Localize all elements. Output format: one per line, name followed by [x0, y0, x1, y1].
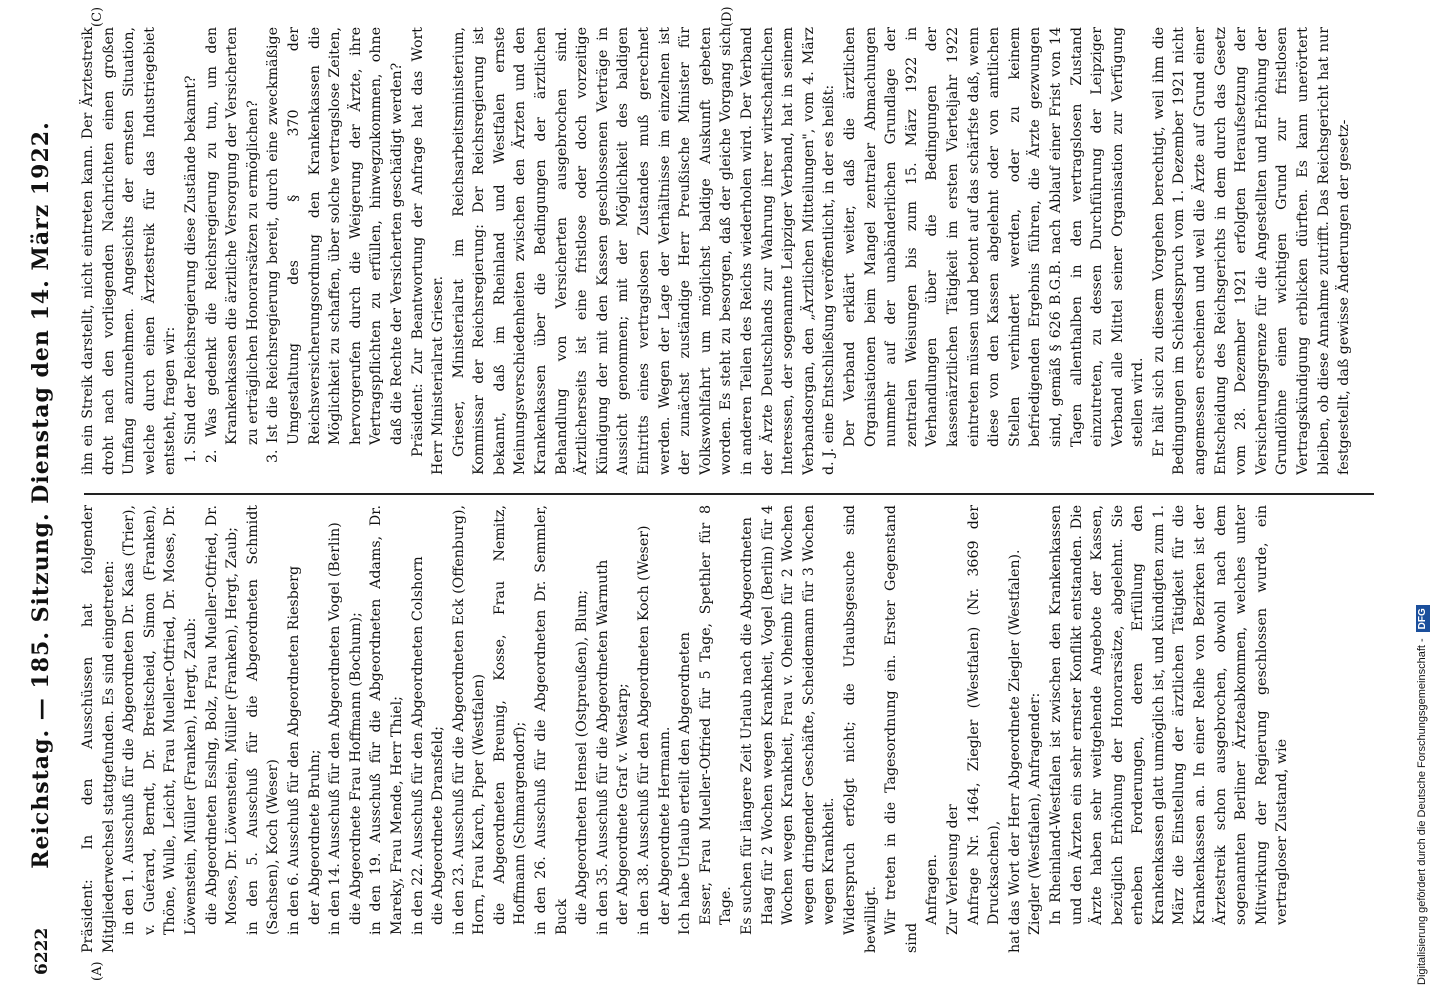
paragraph: die Abgeordneten Esslng, Bolz, Frau Mueller-Otfried, Dr. Moses, Dr. Löwenstein, Müller (Franken), Hergt, Zaub;	[203, 505, 241, 925]
paragraph: Es suchen für längere Zeit Urlaub nach die Abgeordneten	[739, 517, 755, 935]
paragraph: 2. Was gedenkt die Reichsregierung zu tun, um den Krankenkassen die ärztliche Versorgung der Versicherten zu erträglichen Honorarsätzen zu ermöglichen?	[203, 27, 261, 463]
paragraph: der Abgeordnete Hermann.	[656, 726, 673, 925]
paragraph: In Rheinland-Westfalen ist zwischen den Krankenkassen und den Ärzten ein sehr ernster Konflikt entstanden. Die Ärzte haben sehr weitgehende Angebote der Kassen, bezüglich Erhöhung der Honorarsätze, abgelehnt. Sie erheben Forderungen, deren Erfüllung den Krankenkassen glatt unmöglich ist, und kündigten zum 1. März die Einstellung der ärztlichen Tätigkeit für die Krankenkassen an. In einer Reihe von Bezirken ist der Ärztestreik schon ausgebrochen, obwohl nach dem sogenannten Berliner Ärzteabkommen, welches unter Mitwirkung der Regierung geschlossen wurde, ein vertragloser Zustand, wie	[1047, 505, 1291, 925]
paragraph: Präsident: Zur Beantwortung der Anfrage hat das Wort Herr Ministerialrat Grieser.	[409, 27, 447, 475]
paragraph: Anfrage Nr. 1464, Ziegler (Westfalen) (Nr. 3669 der Drucksachen),	[965, 505, 1003, 925]
paragraph: Esser, Frau Mueller-Otfried für 5 Tage, Spethler für 8 Tage.	[697, 505, 735, 925]
paragraph: Grieser, Ministerialrat im Reichsarbeitsministerium, Kommissar der Reichsregierung: Der Reichsregierung ist bekannt, daß im Rheinland und Westfalen ernste Meinungsverschiedenheiten zwischen den Ärzten und den Krankenkassen über die Bedingungen der ärztlichen Behandlung von Versicherten ausgebrochen sind. Ärztlicherseits ist eine fristlose oder doch vorzeitige Kündigung der mit den Kassen geschlossenen Verträge in Aussicht genommen; mit der Möglichkeit des baldigen Eintritts eines vertragslosen Zustandes muß gerechnet werden. Wegen der Lage der Verhältnisse im einzelnen ist der zunächst zuständige Herr Preußische Minister für Volkswohlfahrt um möglichst baldige Auskunft gebeten worden. Es steht zu besorgen, daß der gleiche Vorgang sich in anderen Teilen des Reichs wiederholen wird. Der Verband der Ärzte Deutschlands zur Wahrung ihrer wirtschaftlichen Interessen, der sogenannte Leipziger Verband, hat in seinem Verbandsorgan, den „Ärztlichen Mitteilungen", vom 4. März d. J. eine Entschließung veröffentlicht, in der es heißt:	[450, 27, 838, 475]
left-text-column	[78, 505, 1378, 953]
paragraph: Er hält sich zu diesem Vorgehen berechtigt, weil ihm die Bedingungen im Schiedsspruch vom 1. Dezember 1921 nicht angemessen erscheinen und weil die Ärzte auf Grund einer Entscheidung des Reichsgerichts in dem durch das Gesetz vom 28. Dezember 1921 erfolgten Heraufsetzung der Versicherungsgrenze für die Angestellten und Erhöhung der Grundlöhne einen wichtigen Grund zur fristlosen Vertragskündigung erblicken dürften. Es kann unerörtert bleiben, ob diese Annahme zutrifft. Das Reichsgericht hat nur festgestellt, daß gewisse Änderungen der gesetz-	[1150, 27, 1353, 475]
margin-mark-c: (C)	[90, 6, 105, 27]
paragraph: in den 22. Ausschuß für den Abgeordneten Colshorn	[409, 556, 426, 935]
paragraph: 1. Sind der Reichsregierung diese Zustände bekannt?	[182, 75, 199, 463]
paragraph: 3. Ist die Reichsregierung bereit, durch eine zweckmäßige Umgestaltung des § 370 der Reichsversicherungsordnung den Krankenkassen die Möglichkeit zu schaffen, über solche vertragslose Zeiten, hervorgerufen durch die Weigerung der Ärzte, ihre Vertragspflichten zu erfüllen, hinwegzukommen, ohne daß die Rechte der Versicherten geschädigt werden?	[265, 27, 405, 463]
paragraph: in den 5. Ausschuß für die Abgeordneten Schmidt (Sachsen), Koch (Weser)	[244, 505, 282, 935]
paragraph: in den 23. Ausschuß für die Abgeordneten Eck (Offenburg), Horn, Frau Karch, Piper (Westfalen)	[450, 505, 488, 935]
paragraph: in den 19. Ausschuß für die Abgeordneten Adams, Dr. Mareky, Frau Mende, Herr Thiel;	[368, 505, 405, 935]
margin-mark-d: (D)	[720, 6, 735, 27]
paragraph: Wir treten in die Tagesordnung ein. Erster Gegenstand sind	[883, 505, 920, 953]
paragraph: hat das Wort der Herr Abgeordnete Ziegler (Westfalen).	[1006, 549, 1023, 953]
column-divider	[84, 493, 1374, 495]
paragraph: Widerspruch erfolgt nicht; die Urlaubsgesuche sind bewilligt.	[841, 505, 879, 953]
paragraph: in den 1. Ausschuß für die Abgeordneten Dr. Kaas (Trier), v. Guérard, Berndt, Dr. Breitscheid, Simon (Franken), Thöne, Wulle, Leicht, Frau Mueller-Otfried, Dr. Moses, Dr. Löwenstein, Müller (Franken), Hergt, Zaub:	[121, 505, 199, 935]
paragraph: ihn ein Streik darstellt, nicht eintreten kann. Der Ärztestreik droht nach den vorliegenden Nachrichten einen großen Umfang anzunehmen. Angesichts der ernsten Situation, welche durch einen Ärztestreik für das Industriegebiet entsteht, fragen wir:	[80, 27, 179, 475]
page-number: 6222	[32, 927, 52, 975]
paragraph: Zur Verlesung der	[944, 804, 961, 935]
paragraph: Ich habe Urlaub erteilt den Abgeordneten	[677, 632, 694, 935]
right-text-column	[78, 27, 1378, 475]
paragraph: die Abgeordneten Hensel (Ostpreußen), Blum;	[574, 589, 591, 925]
digitization-footer	[1410, 10, 1430, 990]
paragraph: die Abgeordnete Dransfeld;	[430, 726, 447, 925]
paragraph: die Abgeordneten Breunig, Kosse, Frau Nemitz, Hoffmann (Schmargendorf);	[491, 505, 529, 925]
paragraph: die Abgeordnete Frau Hoffmann (Bochum);	[347, 612, 364, 925]
paragraph: Der Verband erklärt weiter, daß die ärztlichen Organisationen beim Mangel zentraler Abmachungen nunmehr auf der unabänderlichen Grundlage der zentralen Weisungen bis zum 15. März 1922 in Verhandlungen über die Bedingungen der kassenärztlichen Tätigkeit im ersten Vierteljahr 1922 eintreten müssen und betont auf das schärfste daß, wenn diese von den Kassen abgelehnt oder von amtlichen Stellen verhindert werden, oder zu keinem befriedigenden Ergebnis führen, die Ärzte gezwungen sind, gemäß § 626 B.G.B. nach Ablauf einer Frist von 14 Tagen allenthalben in den vertragslosen Zustand einzutreten, zu dessen Durchführung der Leipziger Verband alle Mittel seiner Organisation zur Verfügung stellen wird.	[841, 27, 1147, 447]
page-header	[20, 15, 66, 975]
rotated-page	[20, 6, 1400, 981]
paragraph: in den 38. Ausschuß für den Abgeordneten Koch (Weser)	[636, 525, 653, 935]
paragraph: in den 14. Ausschuß für den Abgeordneten Vogel (Berlin)	[327, 522, 344, 935]
paragraph: Anfragen.	[924, 854, 941, 925]
paragraph: in den 35. Ausschuß für die Abgeordneten Warmuth	[594, 559, 611, 935]
paragraph: Ziegler (Westfalen), Anfragender:	[1027, 692, 1044, 935]
paragraph: der Abgeordnete Graf v. Westarp;	[615, 683, 632, 925]
dfg-logo: DFG	[1416, 605, 1430, 632]
paragraph: Haag für 2 Wochen wegen Krankheit, Vogel (Berlin) für 4 Wochen wegen Krankheit, Frau v. Oheimb für 2 Wochen wegen dringender Geschäfte, Scheidemann für 3 Wochen wegen Krankheit.	[759, 505, 838, 925]
page-title: Reichstag. — 185. Sitzung. Dienstag den 14. März 1922.	[28, 121, 54, 869]
footer-text: Digitalisierung gefördert durch die Deutsche Forschungsgemeinschaft -	[1416, 638, 1428, 985]
paragraph: der Abgeordnete Bruhn;	[306, 749, 323, 925]
margin-mark-a: (A)	[90, 961, 105, 981]
paragraph: Präsident: In den Ausschüssen hat folgender Mitgliederwechsel stattgefunden. Es sind eingetreten:	[80, 505, 117, 953]
paragraph: in den 6. Ausschuß für den Abgeordneten Riesberg	[285, 565, 302, 935]
paragraph: in den 26. Ausschuß für die Abgeordneten Dr. Semmler, Buck	[533, 505, 570, 935]
